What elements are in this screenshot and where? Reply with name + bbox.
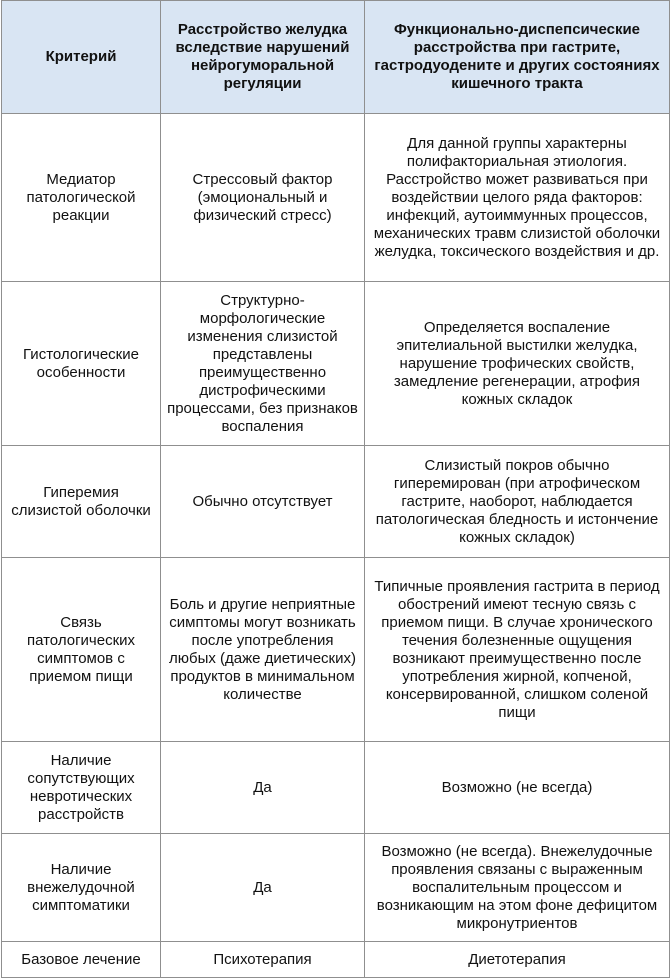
header-functional-dyspepsia: Функционально-диспепсические расстройства при гастрите, гастродуодените и других состояниях кишечного тракта	[365, 1, 670, 114]
table-row	[2, 282, 670, 446]
header-criterion: Критерий	[2, 1, 161, 114]
comparison-table	[1, 0, 670, 978]
table-row	[2, 446, 670, 558]
header-row	[2, 1, 670, 114]
criterion-cell: Гиперемия слизистой оболочки	[2, 446, 161, 558]
table-row	[2, 558, 670, 742]
functional-cell: Диетотерапия	[365, 942, 670, 978]
table-row	[2, 942, 670, 978]
neurohumoral-cell: Боль и другие неприятные симптомы могут возникать после употребления любых (даже диетических) продуктов в минимальном количестве	[161, 558, 365, 742]
neurohumoral-cell: Обычно отсутствует	[161, 446, 365, 558]
criterion-cell: Гистологические особенности	[2, 282, 161, 446]
table-row	[2, 114, 670, 282]
neurohumoral-cell: Психотерапия	[161, 942, 365, 978]
functional-cell: Для данной группы характерны полифакториальная этиология. Расстройство может развиваться при воздействии целого ряда факторов: инфекций, аутоиммунных процессов, механических травм слизистой оболочки желудка, токсического воздействия и др.	[365, 114, 670, 282]
criterion-cell: Медиатор патологической реакции	[2, 114, 161, 282]
header-neurohumoral-disorder: Расстройство желудка вследствие нарушений нейрогуморальной регуляции	[161, 1, 365, 114]
criterion-cell: Базовое лечение	[2, 942, 161, 978]
table-row	[2, 834, 670, 942]
functional-cell: Возможно (не всегда)	[365, 742, 670, 834]
neurohumoral-cell: Да	[161, 742, 365, 834]
functional-cell: Слизистый покров обычно гиперемирован (при атрофическом гастрите, наоборот, наблюдается патологическая бледность и истончение кожных складок)	[365, 446, 670, 558]
criterion-cell: Наличие сопутствующих невротических расстройств	[2, 742, 161, 834]
neurohumoral-cell: Стрессовый фактор (эмоциональный и физический стресс)	[161, 114, 365, 282]
criterion-cell: Наличие внежелудочной симптоматики	[2, 834, 161, 942]
neurohumoral-cell: Структурно-морфологические изменения слизистой представлены преимущественно дистрофическими процессами, без признаков воспаления	[161, 282, 365, 446]
criterion-cell: Связь патологических симптомов с приемом пищи	[2, 558, 161, 742]
functional-cell: Возможно (не всегда). Внежелудочные проявления связаны с выраженным воспалительным процессом и возникающим на этом фоне дефицитом микронутриентов	[365, 834, 670, 942]
table-row	[2, 742, 670, 834]
neurohumoral-cell: Да	[161, 834, 365, 942]
functional-cell: Типичные проявления гастрита в период обострений имеют тесную связь с приемом пищи. В случае хронического течения болезненные ощущения возникают преимущественно после употребления жирной, копченой, консервированной, слишком соленой пищи	[365, 558, 670, 742]
functional-cell: Определяется воспаление эпителиальной выстилки желудка, нарушение трофических свойств, замедление регенерации, атрофия кожных складок	[365, 282, 670, 446]
